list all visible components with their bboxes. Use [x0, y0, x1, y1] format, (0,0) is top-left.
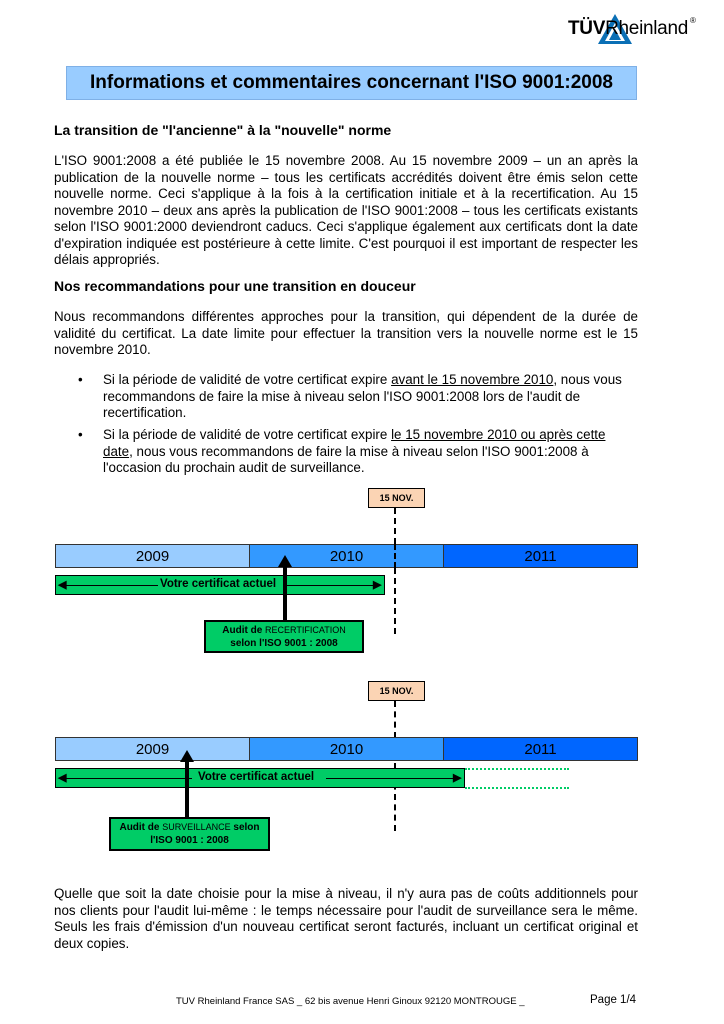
- arrow-right-icon: ▶: [453, 772, 462, 784]
- certificate-label: Votre certificat actuel: [160, 578, 277, 590]
- year-2010: 2010: [249, 544, 444, 568]
- arrow-left-icon: ◀: [58, 579, 67, 591]
- audit-box-surveillance: [109, 817, 270, 851]
- audit-label-line1: Audit de SURVEILLANCE selon: [119, 822, 260, 833]
- page-title-box: [66, 66, 637, 100]
- audit-label-line2: selon l'ISO 9001 : 2008: [230, 637, 338, 649]
- arrow-line: [64, 778, 192, 779]
- certificate-label: Votre certificat actuel: [198, 771, 315, 783]
- deadline-dashed-line: [394, 544, 396, 568]
- audit-box-recertification: [204, 620, 364, 653]
- year-2009: 2009: [55, 737, 250, 761]
- audit-label-line1: Audit de RECERTIFICATION: [222, 624, 346, 636]
- bullet-icon: •: [78, 427, 83, 442]
- paragraph-recommendations: Nous recommandons différentes approches pour la transition, qui dépendent de la durée de validité du certificat. La date limite pour effectuer la transition vers la nouvelle norme est le 15 novembre 2010.: [54, 309, 638, 357]
- section-heading-recommendations: Nos recommandations pour une transition en douceur: [54, 278, 416, 294]
- certificate-extension-dots: [465, 768, 569, 770]
- year-2009: 2009: [55, 544, 250, 568]
- audit-pointer-line: [283, 566, 287, 620]
- bullet-icon: •: [78, 372, 83, 387]
- page-number: Page 1/4: [590, 994, 637, 1006]
- paragraph-costs: Quelle que soit la date choisie pour la mise à niveau, il n'y aura pas de coûts additionnels pour nos clients pour l'audit lui-même : le temps nécessaire pour l'audit de surveillance sera le même. Seuls les frais d'émission d'un nouveau certificat seront facturés, incluant un certificat original et deux copies.: [54, 886, 638, 951]
- deadline-box: 15 NOV.: [368, 488, 425, 508]
- certificate-bar: [55, 575, 385, 595]
- section-heading-transition: La transition de "l'ancienne" à la "nouvelle" norme: [54, 122, 392, 138]
- arrow-line: [64, 585, 159, 586]
- audit-pointer-line: [185, 761, 189, 817]
- deadline-dashed-line: [394, 508, 396, 634]
- page-title: Informations et commentaires concernant l'ISO 9001:2008: [90, 72, 613, 93]
- paragraph-transition: L'ISO 9001:2008 a été publiée le 15 novembre 2008. Au 15 novembre 2009 – un an après la publication de la nouvelle norme – tous les certificats accrédités doivent être émis selon cette nouvelle norme. Ceci s'applique à la fois à la certification initiale et à la recertification. Au 15 novembre 2010 – deux ans après la publication de l'ISO 9001:2008 – tous les certificats existants selon l'ISO 9001:2000 deviendront caducs. Ceci s'applique également aux certificats dont la date d'expiration indiquée est postérieure à cette limite. C'est pourquoi il est important de respecter les délais appropriés.: [54, 153, 638, 267]
- certificate-bar: [55, 768, 465, 788]
- brand-name: TÜVRheinland: [568, 18, 688, 39]
- certificate-extension-dots: [465, 787, 569, 789]
- arrow-left-icon: ◀: [58, 772, 67, 784]
- deadline-box: 15 NOV.: [368, 681, 425, 701]
- arrow-line: [286, 585, 374, 586]
- arrow-line: [326, 778, 454, 779]
- deadline-dashed-line: [394, 701, 396, 831]
- bullet-item-recertification: Si la période de validité de votre certificat expire avant le 15 novembre 2010, nous vous recommandons de faire la mise à niveau selon l'ISO 9001:2008 lors de l'audit de recertification.: [103, 372, 622, 420]
- footer-address: TUV Rheinland France SAS _ 62 bis avenue Henri Ginoux 92120 MONTROUGE _: [176, 996, 525, 1007]
- registered-mark: ®: [690, 16, 696, 25]
- year-2011: 2011: [443, 737, 638, 761]
- year-2011: 2011: [443, 544, 638, 568]
- audit-label-line2: l'ISO 9001 : 2008: [150, 835, 229, 846]
- arrow-right-icon: ▶: [373, 579, 382, 591]
- year-2010: 2010: [249, 737, 444, 761]
- bullet-item-surveillance: Si la période de validité de votre certificat expire le 15 novembre 2010 ou après cette date, nous vous recommandons de faire la mise à niveau selon l'ISO 9001:2008 à l'occasion du prochain audit de surveillance.: [103, 427, 606, 475]
